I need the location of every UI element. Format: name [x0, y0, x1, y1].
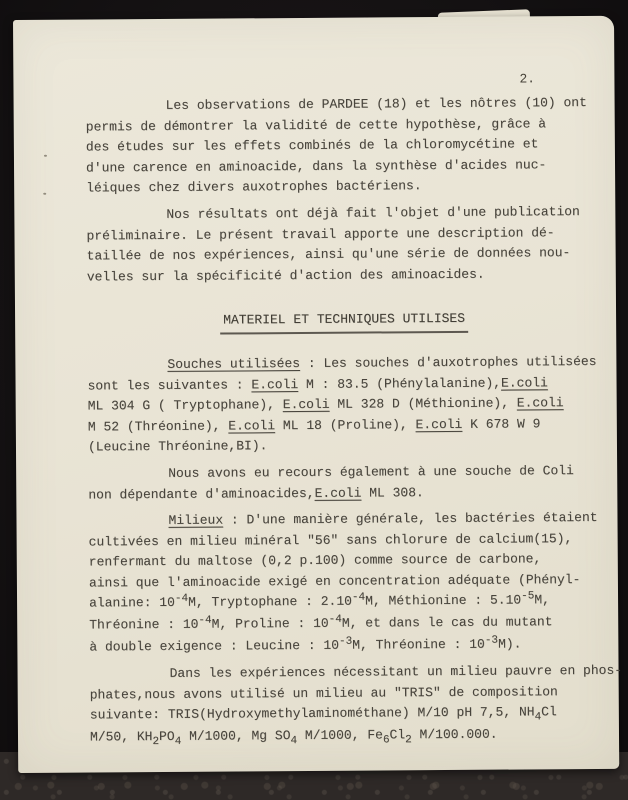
underlined-text: E.coli: [500, 374, 548, 391]
text-segment: Les observations de PARDEE (18) et les nôtres (10) ont: [165, 94, 587, 113]
text-segment: des études sur les effets combinés de la chloromycétine et: [85, 136, 539, 155]
underlined-text: E.coli: [516, 395, 564, 411]
text-segment: ainsi que l'aminoacide exigé en concentration adéquate (Phényl-: [88, 571, 581, 591]
text-line: [90, 703, 576, 728]
text-segment: taillée de nos expériences, ainsi qu'une série de données nou-: [86, 245, 571, 264]
paper-speck: [44, 155, 47, 157]
superscript: -4: [174, 593, 189, 606]
page-content: [85, 93, 623, 755]
paper-speck: [43, 193, 46, 195]
underlined-text: Souches utilisées: [167, 355, 301, 372]
text-segment: Cl: [389, 727, 406, 743]
underlined-text: E.coli: [314, 485, 362, 501]
text-line: [87, 352, 597, 376]
superscript: -4: [351, 592, 366, 605]
text-segment: Dans les expériences nécessitant un milieu pauvre en phos-: [169, 663, 623, 682]
subscript: 2: [405, 734, 412, 747]
text-segment: ML 328 D (Méthionine),: [329, 395, 517, 412]
underlined-text: E.coli: [251, 376, 299, 392]
superscript: -3: [338, 635, 353, 648]
paragraph: [86, 202, 580, 288]
text-line: [89, 634, 575, 659]
text-line: [88, 461, 574, 485]
text-segment: non dépendante d'aminoacides,: [88, 485, 315, 502]
text-segment: M, Thréonine : 10: [352, 636, 485, 653]
underlined-text: E.coli: [228, 417, 276, 434]
text-line: [86, 202, 580, 226]
superscript: -4: [328, 613, 342, 626]
text-segment: : D'une manière générale, les bactéries étaient: [223, 510, 598, 528]
text-segment: velles sur la spécificité d'action des aminoacides.: [86, 266, 485, 285]
text-segment: d'une carence en aminoacide, dans la synthèse d'acides nuc-: [85, 157, 547, 176]
text-segment: Thréonine : 10: [89, 616, 199, 633]
paragraph: [87, 352, 597, 458]
text-segment: Cl: [541, 704, 557, 720]
paragraph: [88, 508, 598, 659]
text-segment: ML 304 G ( Tryptophane),: [87, 397, 283, 414]
text-segment: M, Tryptophane : 2.10: [188, 594, 352, 611]
text-segment: M 52 (Thréonine),: [87, 418, 229, 435]
text-segment: : Les souches d'auxotrophes utilisées: [299, 353, 597, 371]
subscript: 4: [174, 735, 182, 748]
text-segment: M, et dans le cas du mutant: [341, 614, 553, 631]
text-line: [89, 612, 575, 637]
underlined-text: Milieux: [168, 512, 224, 529]
text-line: [88, 508, 598, 532]
text-segment: M).: [497, 636, 522, 652]
text-line: [88, 434, 574, 458]
text-line: [86, 93, 587, 117]
text-line: [88, 482, 574, 506]
text-line: [90, 724, 576, 749]
text-segment: alanine: 10: [89, 595, 175, 611]
page-number: 2.: [519, 71, 536, 87]
text-segment: léiques chez divers auxotrophes bactériens.: [86, 178, 422, 196]
paragraph: [85, 93, 587, 199]
text-segment: Nous avons eu recours également à une souche de Coli: [168, 463, 574, 481]
text-segment: à double exigence : Leucine : 10: [89, 637, 340, 655]
text-segment: permis de démontrer la validité de cette hypothèse, grâce à: [85, 115, 547, 135]
subscript: 2: [152, 736, 160, 749]
underlined-text: E.coli: [415, 416, 463, 432]
superscript: -5: [521, 590, 535, 603]
text-line: [88, 414, 574, 438]
text-line: [87, 243, 573, 267]
paragraph: [89, 661, 623, 749]
text-segment: K 678 W 9: [462, 416, 541, 432]
text-line: [86, 155, 572, 179]
subscript: 6: [382, 734, 390, 747]
subscript: 4: [290, 735, 298, 748]
text-segment: M, Méthionine : 5.10: [365, 592, 522, 610]
text-segment: M : 83.5 (Phénylalanine),: [298, 375, 502, 392]
text-segment: préliminaire. Le présent travail apporte une description dé-: [86, 224, 555, 244]
section-heading-text: MATERIEL ET TECHNIQUES UTILISES: [220, 309, 468, 334]
text-line: [86, 175, 572, 199]
text-segment: ML 308.: [361, 484, 424, 501]
text-segment: M/1000, Mg SO: [181, 728, 291, 744]
superscript: -3: [484, 634, 499, 647]
text-segment: M/1000, Fe: [297, 727, 383, 744]
text-segment: Nos résultats ont déjà fait l'objet d'une publication: [166, 204, 580, 222]
text-segment: suivante: TRIS(Hydroxymethylaminométhane) M/10 pH 7,5, NH: [89, 704, 535, 723]
underlined-text: E.coli: [282, 396, 330, 413]
text-segment: ML 18 (Proline),: [275, 416, 416, 433]
text-segment: phates,nous avons utilisé un milieu au "TRIS" de composition: [89, 684, 558, 703]
text-line: [87, 264, 573, 288]
paragraph: [88, 461, 574, 506]
subscript: 4: [534, 711, 542, 724]
text-segment: M/100.000.: [411, 726, 498, 743]
text-segment: (Leucine Thréonine,BI).: [87, 438, 268, 455]
superscript: -4: [198, 614, 212, 627]
section-heading: [87, 308, 573, 335]
text-segment: M,: [534, 592, 551, 608]
typewritten-page: [13, 16, 623, 773]
text-segment: renfermant du maltose (0,2 p.100) comme source de carbone,: [88, 551, 542, 570]
text-segment: cultivées en milieu minéral "56" sans chlorure de calcium(15),: [88, 530, 573, 550]
text-segment: M/50, KH: [89, 729, 153, 745]
text-segment: M, Proline : 10: [211, 615, 329, 632]
text-segment: PO: [158, 728, 175, 745]
text-segment: sont les suivantes :: [87, 376, 252, 394]
